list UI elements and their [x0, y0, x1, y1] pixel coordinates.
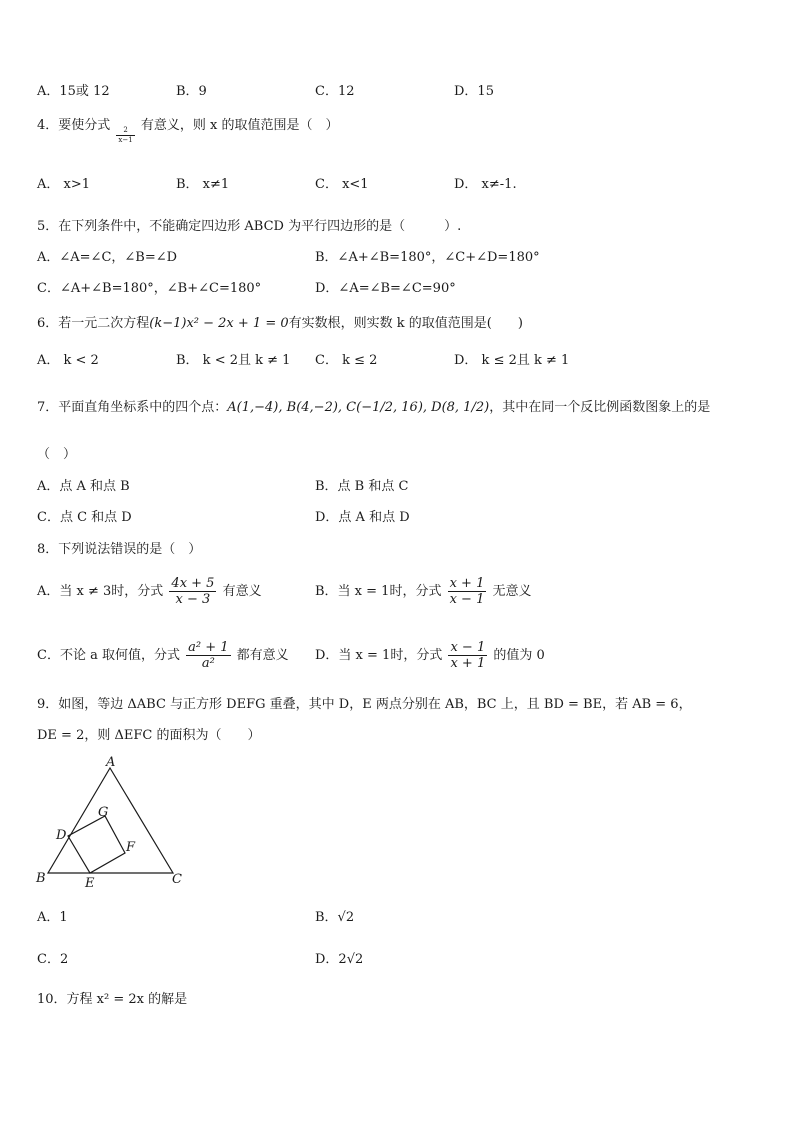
q8-d-pre: D．当 x = 1时，分式 — [315, 648, 443, 663]
q3-option-a: A．15或 12 — [37, 84, 110, 99]
q8-option-d — [315, 640, 545, 671]
q6-stem-pre: 6．若一元二次方程 — [37, 316, 150, 331]
q6-option-a: A． k < 2 — [37, 353, 99, 368]
q4-stem-pre: 4．要使分式 — [37, 118, 111, 133]
q6-stem — [37, 314, 523, 334]
q3-option-d: D．15 — [454, 84, 494, 99]
q6-option-b: B． k < 2且 k ≠ 1 — [176, 353, 291, 368]
q8-d-fraction — [448, 640, 487, 671]
q5-option-b: B．∠A+∠B=180°，∠C+∠D=180° — [315, 250, 540, 265]
label-a: A — [106, 755, 116, 770]
q7-points: A(1,−4), B(4,−2), C(−1/2, 16), D(8, 1/2) — [227, 400, 490, 415]
q4-option-b: B． x≠1 — [176, 177, 230, 192]
q4-stem-post: 有意义，则 x 的取值范围是（ ） — [140, 118, 339, 133]
q7-option-c: C．点 C 和点 D — [37, 510, 132, 525]
q8-b-fraction — [448, 576, 487, 607]
q5-option-c: C．∠A+∠B=180°，∠B+∠C=180° — [37, 281, 262, 296]
label-e: E — [85, 876, 95, 890]
triangle-abc — [48, 768, 173, 873]
q4-fraction — [116, 126, 134, 145]
q8-a-den: x − 3 — [175, 592, 211, 607]
q5-stem: 5．在下列条件中，不能确定四边形 ABCD 为平行四边形的是（ ）. — [37, 219, 462, 234]
q7-stem-post: ，其中在同一个反比例函数图象上的是 — [489, 400, 711, 415]
q7-stem-pre: 7．平面直角坐标系中的四个点： — [37, 400, 228, 415]
q8-a-fraction — [169, 576, 216, 607]
q8-a-num: 4x + 5 — [171, 576, 215, 591]
q7-option-d: D．点 A 和点 D — [315, 510, 410, 525]
q5-option-a: A．∠A=∠C，∠B=∠D — [37, 250, 178, 265]
q7-option-a: A．点 A 和点 B — [37, 479, 130, 494]
label-b: B — [36, 871, 46, 886]
q8-stem: 8．下列说法错误的是（ ） — [37, 542, 202, 557]
q6-option-c: C． k ≤ 2 — [315, 353, 378, 368]
q8-c-pre: C．不论 a 取何值，分式 — [37, 648, 180, 663]
q9-stem-line1: 9．如图，等边 ΔABC 与正方形 DEFG 重叠，其中 D，E 两点分别在 AB，BC 上，且 BD = BE，若 AB = 6， — [37, 697, 692, 712]
q4-fraction-den: x−1 — [118, 136, 133, 144]
q4-stem — [37, 116, 339, 144]
q5-option-d: D．∠A=∠B=∠C=90° — [315, 281, 456, 296]
label-d: D — [56, 828, 67, 843]
q8-option-a — [37, 576, 262, 607]
q9-stem-line2: DE = 2，则 ΔEFC 的面积为（ ） — [37, 728, 261, 743]
q4-option-c: C． x<1 — [315, 177, 369, 192]
q8-d-num: x − 1 — [450, 640, 486, 655]
q9-option-b: B．√2 — [315, 910, 355, 925]
q8-a-pre: A．当 x ≠ 3时，分式 — [37, 584, 164, 599]
q8-c-num: a² + 1 — [188, 640, 229, 655]
q4-option-a: A． x>1 — [37, 177, 91, 192]
q8-c-den: a² — [201, 656, 215, 671]
q6-option-d: D． k ≤ 2且 k ≠ 1 — [454, 353, 570, 368]
q7-bracket: （ ） — [37, 447, 77, 462]
q8-b-num: x + 1 — [449, 576, 485, 591]
q7-option-b: B．点 B 和点 C — [315, 479, 409, 494]
label-g: G — [98, 805, 109, 820]
q9-option-d: D．2√2 — [315, 952, 364, 967]
q4-option-d: D． x≠-1. — [454, 177, 517, 192]
q3-option-b: B．9 — [176, 84, 207, 99]
q8-d-post: 的值为 0 — [493, 648, 545, 663]
label-c: C — [172, 872, 182, 887]
q8-option-b — [315, 576, 532, 607]
q3-option-c: C．12 — [315, 84, 355, 99]
q8-d-den: x + 1 — [450, 656, 486, 671]
q7-stem — [37, 398, 710, 418]
q8-c-post: 都有意义 — [236, 648, 289, 663]
label-f: F — [126, 840, 136, 855]
q8-b-pre: B．当 x = 1时，分式 — [315, 584, 442, 599]
q9-option-c: C．2 — [37, 952, 69, 967]
q6-stem-post: 有实数根，则实数 k 的取值范围是( ) — [288, 316, 523, 331]
q8-a-post: 有意义 — [222, 584, 262, 599]
q9-option-a: A．1 — [37, 910, 68, 925]
q8-b-den: x − 1 — [449, 592, 485, 607]
q8-option-c — [37, 640, 289, 671]
q9-figure — [30, 750, 190, 890]
q10-stem: 10．方程 x² = 2x 的解是 — [37, 992, 188, 1007]
q6-equation: (k−1)x² − 2x + 1 = 0 — [149, 316, 289, 331]
q8-c-fraction — [186, 640, 230, 671]
q4-fraction-num: 2 — [116, 126, 134, 136]
q8-b-post: 无意义 — [492, 584, 532, 599]
